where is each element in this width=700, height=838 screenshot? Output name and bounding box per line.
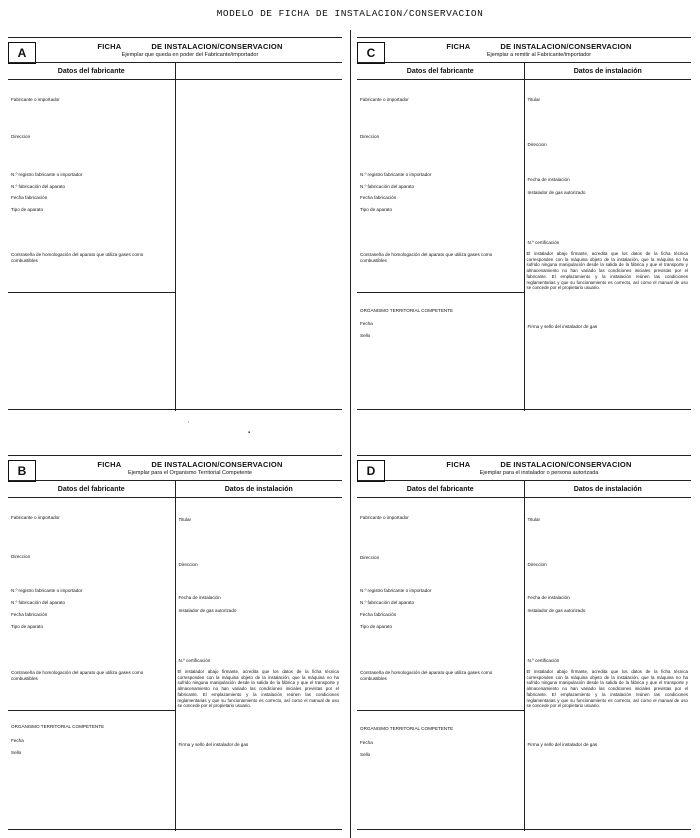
certification-text: El instalador abajo firmante, acredita que los datos de la ficha técnica corresponden con la máquina objeto de la instalación, que la máquina no ha sufrido ninguna manipulación desde la salida de la fábrica y que el transporte y almacenamiento no han variado las condiciones iniciales previstas por el fabricante. El emplazamiento y la instalación reúnen las condiciones reglamentarias y que su funcionamiento es correcto, así como el manual de uso se concede por el propietario usuario.	[177, 669, 339, 709]
heading-label: DE INSTALACION/CONSERVACION	[151, 460, 283, 469]
fecha-fabricacion-field: Fecha fabricación	[360, 612, 397, 617]
certificacion-field: N.º certificación	[178, 658, 211, 663]
instalacion-column	[525, 498, 692, 831]
ficha-label: FICHA	[97, 42, 122, 51]
section-divider	[357, 710, 524, 711]
card-d	[357, 455, 691, 830]
titular-field: Titular	[527, 517, 541, 522]
titular-field: Titular	[527, 97, 541, 102]
scan-speck: ’	[188, 422, 190, 428]
direccion-inst-field: Direccion	[178, 562, 198, 567]
col-fabricante-header: Datos del fabricante	[8, 481, 176, 497]
instalador-field: Instalador de gas autorizado	[527, 608, 586, 613]
card-letter: D	[357, 460, 385, 482]
sello-field: Sello	[360, 333, 371, 338]
col-instalacion-header	[176, 63, 343, 79]
columns-header	[8, 63, 342, 80]
organismo-field: ORGANISMO TERRITORIAL COMPETENTE	[11, 724, 105, 729]
card-letter: C	[357, 42, 385, 64]
card-body	[8, 498, 342, 831]
sello-field: Sello	[360, 752, 371, 757]
card-subtitle: Ejemplar que queda en poder del Fabricante/importador	[121, 52, 259, 58]
tipo-aparato-field: Tipo de aparato	[360, 624, 393, 629]
certification-text: El instalador abajo firmante, acredita que los datos de la ficha técnica corresponden con la máquina objeto de la instalación, que la máquina no ha sufrido ninguna manipulación desde la salida de la fábrica y que el transporte y almacenamiento no han variado las condiciones iniciales previstas por el fabricante. El emplazamiento y la instalación reúnen las condiciones reglamentarias y que su funcionamiento es correcto, así como el manual de uso se concede por el propietario usuario.	[526, 251, 688, 291]
card-title	[38, 460, 342, 469]
fecha-instalacion-field: Fecha de instalación	[178, 595, 221, 600]
fabricante-field: Fabricante o importador	[11, 97, 60, 102]
certificacion-field: N.º certificación	[527, 658, 560, 663]
organismo-field: ORGANISMO TERRITORIAL COMPETENTE	[360, 308, 454, 313]
certification-text: El instalador abajo firmante, acredita que los datos de la ficha técnica corresponden con la máquina objeto de la instalación, que la máquina no ha sufrido ninguna manipulación desde la salida de la fábrica y que el transporte y almacenamiento no han variado las condiciones iniciales previstas por el fabricante. El emplazamiento y la instalación reúnen las condiciones reglamentarias y que su funcionamiento es correcto, así como el manual de uso se concede por el propietario usuario.	[526, 669, 688, 709]
direccion-field: Direccion	[360, 134, 380, 139]
section-divider	[8, 292, 175, 293]
fabricante-column	[8, 498, 176, 831]
scan-speck: ▪	[248, 430, 251, 436]
registro-field: N.º registro fabricante o importador	[11, 588, 83, 593]
firma-field: Firma y sello del instalador de gas	[527, 324, 598, 329]
tipo-aparato-field: Tipo de aparato	[11, 624, 44, 629]
fecha-field: Fecha	[360, 740, 373, 745]
contrasena-field: Contraseña de homologación del aparato que utiliza gases como combustibles	[11, 670, 144, 681]
ficha-label: FICHA	[97, 460, 122, 469]
fecha-instalacion-field: Fecha de instalación	[527, 177, 570, 182]
instalacion-column	[525, 80, 692, 411]
ficha-label: FICHA	[446, 460, 471, 469]
card-body	[357, 498, 691, 831]
contrasena-field: Contraseña de homologación del aparato que utiliza gases como combustibles	[360, 670, 493, 681]
card-header	[8, 37, 342, 63]
section-divider	[357, 292, 524, 293]
fecha-fabricacion-field: Fecha fabricación	[11, 195, 48, 200]
fecha-field: Fecha	[360, 321, 373, 326]
instalacion-column	[176, 498, 343, 831]
heading-label: DE INSTALACION/CONSERVACION	[151, 42, 283, 51]
direccion-inst-field: Direccion	[527, 562, 547, 567]
direccion-inst-field: Direccion	[527, 142, 547, 147]
card-b	[8, 455, 342, 830]
instalador-field: Instalador de gas autorizado	[178, 608, 237, 613]
certificacion-field: N.º certificación	[527, 240, 560, 245]
fabricante-field: Fabricante o importador	[360, 515, 409, 520]
fabricante-column	[357, 80, 525, 411]
col-instalacion-header: Datos de instalación	[573, 67, 642, 75]
num-fabricacion-field: N.º fabricación del aparato	[11, 184, 66, 189]
titular-field: Titular	[178, 517, 192, 522]
fabricante-field: Fabricante o importador	[11, 515, 60, 520]
instalador-field: Instalador de gas autorizado	[527, 190, 586, 195]
card-subtitle: Ejemplar a remitir al Fabricante/importador	[486, 52, 592, 58]
direccion-field: Direccion	[11, 554, 31, 559]
direccion-field: Direccion	[11, 134, 31, 139]
card-letter: B	[8, 460, 36, 482]
num-fabricacion-field: N.º fabricación del aparato	[11, 600, 66, 605]
heading-label: DE INSTALACION/CONSERVACION	[500, 42, 632, 51]
firma-field: Firma y sello del instalador de gas	[527, 742, 598, 747]
card-title	[387, 460, 691, 469]
center-divider	[350, 30, 351, 838]
columns-header	[357, 481, 691, 498]
registro-field: N.º registro fabricante o importador	[360, 172, 432, 177]
registro-field: N.º registro fabricante o importador	[11, 172, 83, 177]
card-title	[387, 42, 691, 51]
heading-label: DE INSTALACION/CONSERVACION	[500, 460, 632, 469]
num-fabricacion-field: N.º fabricación del aparato	[360, 184, 415, 189]
col-fabricante-header: Datos del fabricante	[357, 63, 525, 79]
registro-field: N.º registro fabricante o importador	[360, 588, 432, 593]
section-divider	[8, 710, 175, 711]
direccion-field: Direccion	[360, 555, 380, 560]
col-instalacion-header: Datos de instalación	[573, 485, 642, 493]
columns-header	[357, 63, 691, 80]
fabricante-column	[357, 498, 525, 831]
card-header	[8, 455, 342, 481]
card-body	[8, 80, 342, 411]
card-subtitle: Ejemplar para el Organismo Territorial Competente	[127, 470, 252, 476]
fecha-field: Fecha	[11, 738, 24, 743]
tipo-aparato-field: Tipo de aparato	[360, 207, 393, 212]
instalacion-column	[176, 80, 343, 411]
num-fabricacion-field: N.º fabricación del aparato	[360, 600, 415, 605]
fecha-fabricacion-field: Fecha fabricación	[11, 612, 48, 617]
card-header	[357, 455, 691, 481]
fecha-fabricacion-field: Fecha fabricación	[360, 195, 397, 200]
organismo-field: ORGANISMO TERRITORIAL COMPETENTE	[360, 726, 454, 731]
col-instalacion-header: Datos de instalación	[224, 485, 293, 493]
tipo-aparato-field: Tipo de aparato	[11, 207, 44, 212]
columns-header	[8, 481, 342, 498]
fecha-instalacion-field: Fecha de instalación	[527, 595, 570, 600]
card-c	[357, 37, 691, 410]
firma-field: Firma y sello del instalador de gas	[178, 742, 249, 747]
contrasena-field: Contraseña de homologación del aparato que utiliza gases como combustibles	[360, 252, 493, 263]
card-header	[357, 37, 691, 63]
col-fabricante-header: Datos del fabricante	[357, 481, 525, 497]
contrasena-field: Contraseña de homologación del aparato que utiliza gases como combustibles	[11, 252, 144, 263]
card-body	[357, 80, 691, 411]
card-title	[38, 42, 342, 51]
fabricante-column	[8, 80, 176, 411]
page-title: MODELO DE FICHA DE INSTALACION/CONSERVACION	[216, 8, 484, 19]
card-letter: A	[8, 42, 36, 64]
card-a	[8, 37, 342, 410]
card-subtitle: Ejemplar para el instalador o persona autorizada	[479, 470, 599, 476]
ficha-label: FICHA	[446, 42, 471, 51]
col-fabricante-header: Datos del fabricante	[8, 63, 176, 79]
sello-field: Sello	[11, 750, 22, 755]
fabricante-field: Fabricante o importador	[360, 97, 409, 102]
